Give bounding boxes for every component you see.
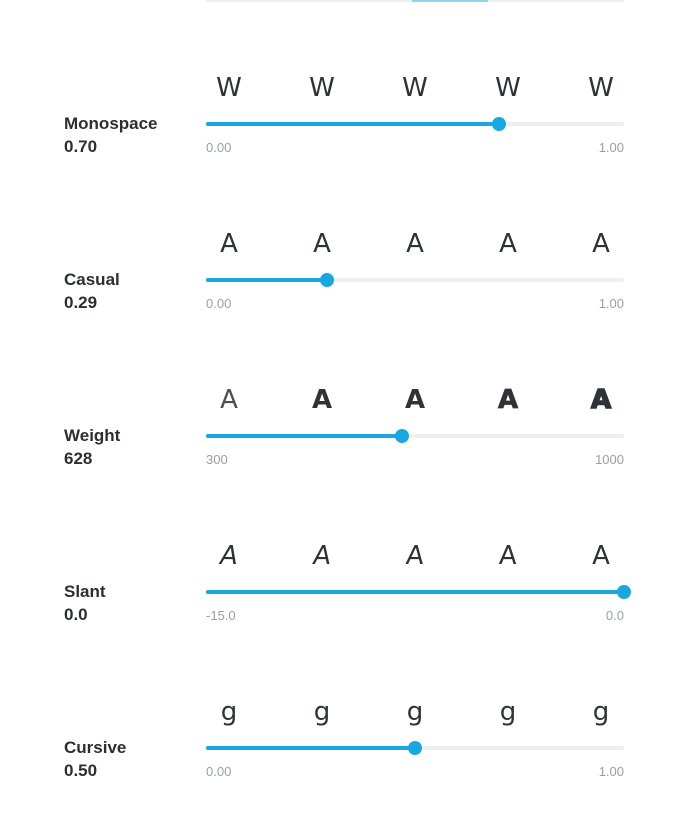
slider-max-label: 1.00 bbox=[598, 140, 624, 155]
axis-label: Weight bbox=[64, 426, 121, 445]
slider-max-label: 1000 bbox=[595, 452, 624, 467]
glyph-preview: A bbox=[310, 541, 334, 571]
axis-row-slant bbox=[0, 520, 700, 676]
glyph-preview: A bbox=[313, 229, 331, 259]
glyph-preview-row bbox=[206, 382, 624, 422]
axis-label: Cursive bbox=[64, 738, 127, 757]
glyph-preview-row bbox=[206, 226, 624, 266]
slider-max-label: 1.00 bbox=[598, 764, 624, 779]
glyph-preview: A bbox=[497, 385, 519, 415]
glyph-preview: A bbox=[220, 229, 238, 259]
axis-value: 628 bbox=[64, 449, 93, 468]
glyph-preview: A bbox=[220, 385, 238, 415]
slider-min-label: 300 bbox=[206, 452, 228, 467]
slider-track[interactable] bbox=[206, 434, 624, 438]
slider-fill bbox=[206, 746, 415, 750]
slider-track[interactable] bbox=[206, 278, 624, 282]
slider-track[interactable] bbox=[206, 122, 624, 126]
slider-fill bbox=[206, 590, 624, 594]
slider-min-label: 0.00 bbox=[206, 140, 232, 155]
axis-label: Monospace bbox=[64, 114, 158, 133]
glyph-preview: g bbox=[313, 697, 331, 727]
glyph-preview: W bbox=[216, 73, 242, 103]
glyph-preview: A bbox=[592, 541, 610, 571]
glyph-preview-row bbox=[206, 538, 624, 578]
glyph-preview: W bbox=[588, 73, 614, 103]
glyph-preview: W bbox=[309, 73, 335, 103]
slider-max-label: 0.0 bbox=[605, 608, 624, 623]
axis-value: 0.0 bbox=[64, 605, 88, 624]
axis-row-casual bbox=[0, 208, 700, 364]
slider-fill bbox=[206, 434, 402, 438]
slider-track[interactable] bbox=[206, 590, 624, 594]
glyph-preview: W bbox=[402, 73, 428, 103]
slider-min-label: 0.00 bbox=[206, 764, 232, 779]
slider-thumb[interactable] bbox=[493, 118, 505, 130]
slider-thumb[interactable] bbox=[409, 742, 421, 754]
slider-track[interactable] bbox=[206, 746, 624, 750]
slider-min-label: 0.00 bbox=[206, 296, 232, 311]
axis-row-weight bbox=[0, 364, 700, 520]
slider-fill bbox=[206, 122, 499, 126]
glyph-preview: A bbox=[406, 229, 424, 259]
axis-value: 0.29 bbox=[64, 293, 98, 312]
axis-label: Slant bbox=[64, 582, 106, 601]
slider-thumb[interactable] bbox=[396, 430, 408, 442]
slider-min-label: -15.0 bbox=[206, 608, 236, 623]
glyph-preview-row bbox=[206, 70, 624, 110]
glyph-preview-row bbox=[206, 694, 624, 734]
axis-row-cursive bbox=[0, 676, 700, 832]
glyph-preview: g bbox=[592, 697, 610, 727]
glyph-preview: g bbox=[406, 697, 424, 727]
axis-label: Casual bbox=[64, 270, 120, 289]
glyph-preview: A bbox=[590, 385, 612, 415]
axis-value: 0.50 bbox=[64, 761, 98, 780]
axis-row-monospace bbox=[0, 52, 700, 208]
glyph-preview: g bbox=[220, 697, 238, 727]
slider-thumb[interactable] bbox=[618, 586, 630, 598]
glyph-preview: A bbox=[216, 541, 242, 571]
top-divider-accent bbox=[412, 0, 488, 2]
glyph-preview: A bbox=[311, 385, 333, 415]
glyph-preview: A bbox=[404, 385, 426, 415]
slider-thumb[interactable] bbox=[321, 274, 333, 286]
glyph-preview: A bbox=[498, 541, 518, 571]
glyph-preview: A bbox=[499, 229, 517, 259]
glyph-preview: A bbox=[592, 229, 610, 259]
axis-value: 0.70 bbox=[64, 137, 98, 156]
glyph-preview: g bbox=[499, 697, 517, 727]
top-divider bbox=[206, 0, 624, 2]
glyph-preview: A bbox=[404, 541, 426, 571]
glyph-preview: W bbox=[495, 73, 521, 103]
slider-max-label: 1.00 bbox=[598, 296, 624, 311]
slider-fill bbox=[206, 278, 327, 282]
